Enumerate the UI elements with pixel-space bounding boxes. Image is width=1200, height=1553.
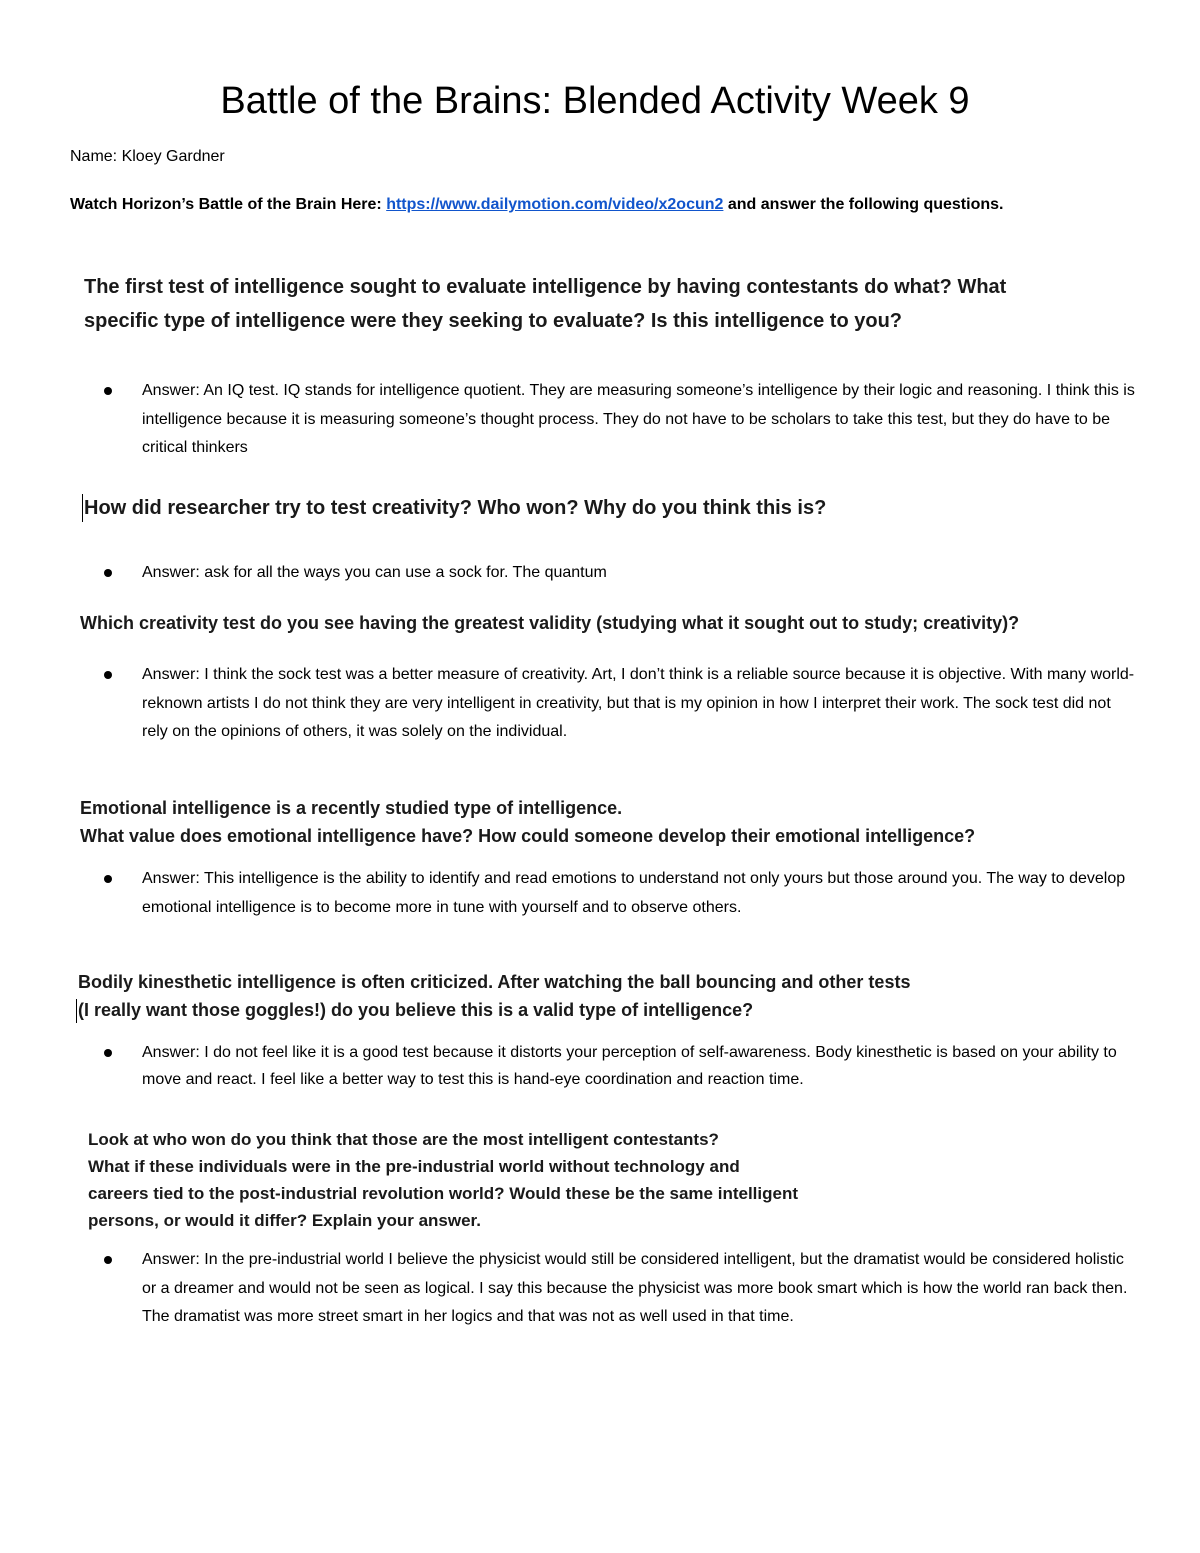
question-5-line-1: Bodily kinesthetic intelligence is often criticized. After watching the ball bouncing and other tests: [78, 972, 911, 992]
question-5: [78, 968, 1138, 1024]
question-4-line-2: What value does emotional intelligence have? How could someone develop their emotional intelligence?: [80, 826, 976, 846]
question-4-line-1: Emotional intelligence is a recently studied type of intelligence.: [80, 798, 623, 818]
video-link[interactable]: https://www.dailymotion.com/video/x2ocun2: [386, 196, 724, 213]
bullet-icon: [104, 1256, 112, 1264]
bullet-icon: [104, 671, 112, 679]
question-6-line-3: careers tied to the post-industrial revolution world? Would these be the same intelligent: [88, 1184, 799, 1203]
bullet-icon: [104, 569, 112, 577]
question-6: [88, 1126, 1148, 1234]
question-1-line-1: The first test of intelligence sought to evaluate intelligence by having contestants do what? What: [84, 276, 1007, 298]
question-6-line-2: What if these individuals were in the pre-industrial world without technology and: [88, 1157, 740, 1176]
answer-6: Answer: In the pre-industrial world I believe the physicist would still be considered intelligent, but the dramatist would be considered holistic or a dreamer and would not be seen as logical. I say this because the physicist was more book smart which is how the world ran back then. The dramatist was more street smart in her logics and that was not as well used in that time.: [142, 1251, 1128, 1325]
student-name: Name: Kloey Gardner: [70, 148, 225, 165]
document-title: Battle of the Brains: Blended Activity Week 9: [220, 80, 970, 122]
answer-5: Answer: I do not feel like it is a good test because it distorts your perception of self-awareness. Body kinesthetic is based on your ability to move and react. I feel like a better way to test this is hand-eye coordination and reaction time.: [142, 1044, 1117, 1088]
bullet-icon: [104, 875, 112, 883]
watch-prefix: Watch Horizon’s Battle of the Brain Here:: [70, 196, 387, 213]
answer-4: Answer: This intelligence is the ability to identify and read emotions to understand not only yours but those around you. The way to develop emotional intelligence is to become more in tune with yourself and to observe others.: [142, 870, 1126, 916]
question-3: [80, 609, 1190, 637]
question-2-line-1: How did researcher try to test creativity? Who won? Why do you think this is?: [84, 497, 827, 519]
watch-suffix: and answer the following questions.: [727, 196, 1004, 213]
answer-3: Answer: I think the sock test was a better measure of creativity. Art, I don’t think is a reliable source because it is objective. With many world-reknown artists I do not think they are very intelligent in creativity, but that is my opinion in how I interpret their work. The sock test did not rely on the opinions of others, it was solely on the individual.: [142, 666, 1135, 740]
question-1: [84, 270, 1144, 338]
question-2: [84, 491, 1144, 525]
question-6-line-1: Look at who won do you think that those are the most intelligent contestants?: [88, 1130, 719, 1149]
question-5-line-2: (I really want those goggles!) do you believe this is a valid type of intelligence?: [78, 1000, 754, 1020]
bullet-icon: [104, 1049, 112, 1057]
watch-instructions: [70, 192, 1130, 218]
bullet-icon: [104, 387, 112, 395]
question-4: [80, 794, 1170, 850]
text-cursor-icon: [76, 999, 77, 1023]
question-3-line-1: Which creativity test do you see having the greatest validity (studying what it sought out to study; creativity)?: [80, 613, 1020, 633]
question-6-line-4: persons, or would it differ? Explain your answer.: [88, 1211, 481, 1230]
answer-2: Answer: ask for all the ways you can use a sock for. The quantum: [142, 564, 607, 581]
text-cursor-icon: [82, 494, 83, 522]
answer-1: Answer: An IQ test. IQ stands for intelligence quotient. They are measuring someone’s intelligence by their logic and reasoning. I think this is intelligence because it is measuring someone’s thought process. They do not have to be scholars to take this test, but they do have to be critical thinkers: [142, 382, 1135, 456]
question-1-line-2: specific type of intelligence were they seeking to evaluate? Is this intelligence to you?: [84, 310, 902, 332]
